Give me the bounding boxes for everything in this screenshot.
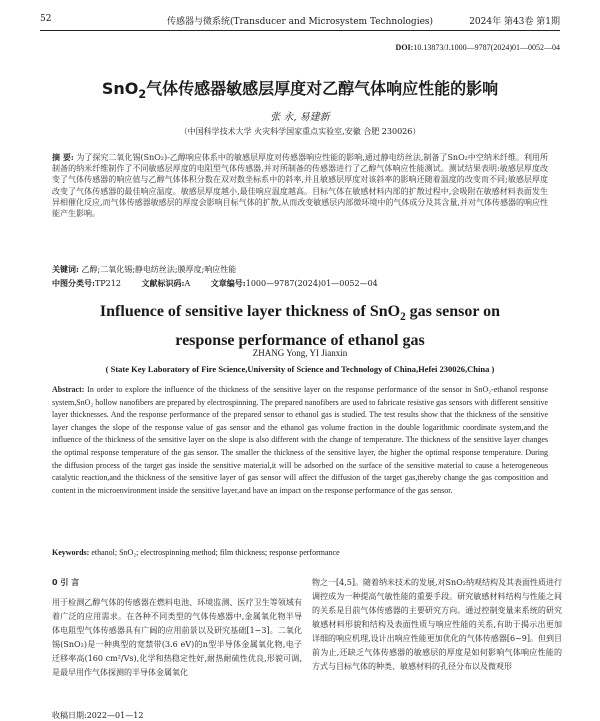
cn-abstract-label: 摘 要: bbox=[52, 152, 74, 162]
en-title-line2: response performance of ethanol gas bbox=[175, 332, 425, 350]
chinese-title bbox=[40, 76, 560, 101]
body-column-left bbox=[52, 576, 302, 680]
en-keywords-text: ethanol; SnO₂; electrospinning method; film thickness; response performance bbox=[91, 548, 340, 557]
page-number: 52 bbox=[40, 14, 52, 24]
body-column-right bbox=[312, 576, 562, 674]
en-abstract-label: Abstract: bbox=[52, 385, 85, 394]
journal-name: 传感器与微系统(Transducer and Microsystem Technologies) bbox=[166, 17, 434, 27]
cn-title-sub: 2 bbox=[138, 88, 147, 102]
english-abstract bbox=[52, 384, 548, 497]
artno-label: 文章编号: bbox=[210, 278, 246, 288]
english-keywords bbox=[52, 548, 548, 557]
chinese-keywords bbox=[52, 264, 548, 275]
doi-label: DOI: bbox=[395, 43, 414, 52]
en-title-line1: Influence of sensitive layer thickness of SnO bbox=[99, 303, 401, 320]
doi-value: 10.13873/J.1000—9787(2024)01—0052—04 bbox=[413, 43, 560, 52]
cn-title-post: 气体传感器敏感层厚度对乙醇气体响应性能的影响 bbox=[146, 79, 499, 98]
doccode-label: 文献标识码: bbox=[141, 278, 185, 288]
cn-keywords-label: 关键词: bbox=[52, 264, 79, 274]
chinese-authors: 张 永, 易建新 bbox=[270, 112, 330, 123]
english-affiliation: ( State Key Laboratory of Fire Science,University of Science and Technology of China,Hefei 230026,China ) bbox=[105, 364, 495, 374]
english-title bbox=[40, 300, 560, 353]
english-authors: ZHANG Yong, YI Jianxin bbox=[252, 348, 348, 358]
en-title-line1-end: gas sensor on bbox=[405, 303, 501, 320]
cn-keywords-text: 乙醇;二氧化锡;静电纺丝法;膜厚度;响应性能 bbox=[81, 265, 237, 274]
en-abstract-text: In order to explore the influence of the thickness of the sensitive layer on the response performance of the sensor in SnO₂-ethanol response system,SnO₂ hollow nanofibers are prepared by electrospinning. The prepared nanofibers are used to fabricate resistive gas sensors with different sensitive layer thicknesses. And the response performance of the prepared sensor to ethanol gas is studied. The test results show that the thickness of the sensitive layer changes the slope of the response value of gas sensor and the ethanol gas volume fraction in the double logarithmic coordinate system,and the influence of the thickness of the sensitive layer on the slope is also different with the change of temperature. The thickness of the sensitive layer changes the optimal response temperature of the gas sensor. The smaller the thickness of the sensitive layer, the higher the optimal response temperature. During the diffusion process of the target gas inside the sensitive material,it will be adsorbed on the surface of the sensitive material to cause a heterogeneous catalytic reaction,and the thickness of the sensitive layer of gas sensor will affect the diffusion of the target gas,thereby change the gas composition and content in the microenvironment inside the sensitive layer,and have an impact on the response performance of the gas sensor. bbox=[52, 385, 548, 495]
issue-info: 2024年 第43卷 第1期 bbox=[469, 17, 560, 27]
clc-value: TP212 bbox=[94, 279, 121, 288]
chinese-abstract bbox=[52, 152, 548, 219]
section-heading: 0 引 言 bbox=[52, 578, 80, 587]
en-keywords-label: Keywords: bbox=[52, 548, 90, 557]
cn-abstract-text: 为了探究二氧化锡(SnO₂)-乙醇响应体系中的敏感层厚度对传感器响应性能的影响,通过静电纺丝法,制备了SnO₂中空纳米纤维。利用所制备的纳米纤维制作了不同敏感层厚度的电阻型气体传感器,并对所制备的传感器进行了乙醇气体响应性能测试。测试结果表明:敏感层厚度改变了气体传感器的响应值与乙醇气体体积分数在双对数坐标系中的斜率,并且敏感层厚度对该斜率的影响还随着温度的改变而不同;敏感层厚度改变了气体传感器的最佳响应温度。敏感层厚度越小,最佳响应温度越高。目标气体在敏感材料内部的扩散过程中,会吸附在敏感材料表面发生异相催化反应,而气体传感器敏感层的厚度会影响目标气体的扩散,从而改变敏感层内部微环境中的气体成分及其含量,并对气体传感器的响应性能产生影响。 bbox=[52, 153, 548, 219]
body-text-right: 物之一[4,5]。随着纳米技术的发展,对SnO₂纳观结构及其表面性质进行调控成为一种提高气敏性能的重要手段。研究敏感材料结构与性能之间的关系是目前气体传感器的主要研究方向。通过控制变量来系统的研究敏感材料形貌和结构及表面性质与响应性能的关系,有助于揭示出更加详细的响应机理,设计出响应性能更加优化的气体传感器[6~9]。但到目前为止,还缺乏气体传感器的敏感层的厚度是如何影响气体响应性能的方式与目标气体的种类、敏感材料的孔径分布以及微观形 bbox=[312, 578, 562, 671]
doccode-value: A bbox=[184, 279, 191, 288]
en-title-sub: 2 bbox=[400, 311, 406, 324]
header-rule bbox=[40, 30, 560, 31]
clc-label: 中图分类号: bbox=[52, 278, 95, 288]
classification-line bbox=[52, 278, 548, 289]
footnote: 收稿日期:2022—01—12 bbox=[52, 711, 144, 720]
cn-title-pre: SnO bbox=[101, 79, 139, 98]
doi bbox=[396, 43, 560, 52]
artno-value: 1000—9787(2024)01—0052—04 bbox=[245, 279, 378, 288]
body-text-left: 用于检测乙醇气体的传感器在燃料电池、环境监测、医疗卫生等领域有着广泛的应用需求。在各种不同类型的气体传感器中,金属氧化物半导体电阻型气体传感器具有广阔的应用前景以及研究基础[1~3]。二氧化锡(SnO₂)是一种典型的宽禁带(3.6 eV)的n型半导体金属氧化物,电子迁移率高(160 cm²/Vs),化学和热稳定性好,耐热耐硫性优良,形貌可调,是最早用作气体探测的半导体金属氧化 bbox=[52, 598, 302, 677]
running-header bbox=[40, 14, 560, 28]
chinese-affiliation: （中国科学技术大学 火灾科学国家重点实验室,安徽 合肥 230026） bbox=[179, 127, 421, 136]
